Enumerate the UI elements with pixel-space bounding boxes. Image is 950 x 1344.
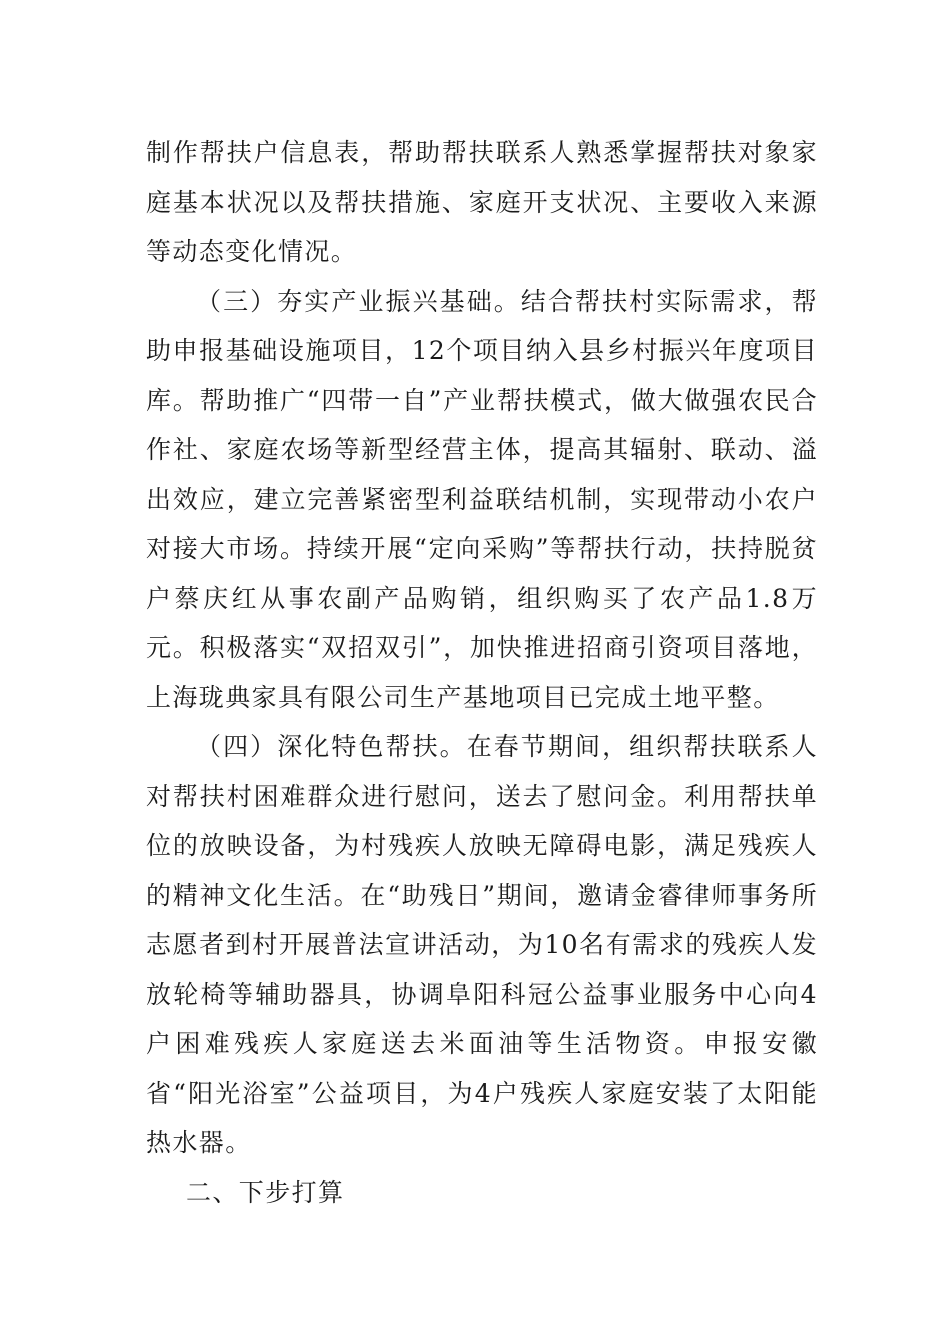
section-heading-next-steps: 二、下步打算	[186, 1177, 345, 1207]
paragraph-industry-revitalization: （三）夯实产业振兴基础。结合帮扶村实际需求，帮助申报基础设施项目，12个项目纳入县乡村振兴年度项目库。帮助推广“四带一自”产业帮扶模式，做大做强农民合作社、家庭农场等新型经营主体，提高其辐射、联动、溢出效应，建立完善紧密型利益联结机制，实现带动小农户对接大市场。持续开展“定向采购”等帮扶行动，扶持脱贫户蔡庆红从事农副产品购销，组织购买了农产品1.8万元。积极落实“双招双引”，加快推进招商引资项目落地，上海珑典家具有限公司生产基地项目已完成土地平整。	[146, 286, 818, 712]
paragraph-household-info: 制作帮扶户信息表，帮助帮扶联系人熟悉掌握帮扶对象家庭基本状况以及帮扶措施、家庭开支状况、主要收入来源等动态变化情况。	[146, 138, 818, 266]
document-body	[146, 128, 818, 1217]
paragraph-special-assistance: （四）深化特色帮扶。在春节期间，组织帮扶联系人对帮扶村困难群众进行慰问，送去了慰问金。利用帮扶单位的放映设备，为村残疾人放映无障碍电影，满足残疾人的精神文化生活。在“助残日”期间，邀请金睿律师事务所志愿者到村开展普法宣讲活动，为10名有需求的残疾人发放轮椅等辅助器具，协调阜阳科冠公益事业服务中心向4户困难残疾人家庭送去米面油等生活物资。申报安徽省“阳光浴室”公益项目，为4户残疾人家庭安装了太阳能热水器。	[146, 732, 818, 1157]
